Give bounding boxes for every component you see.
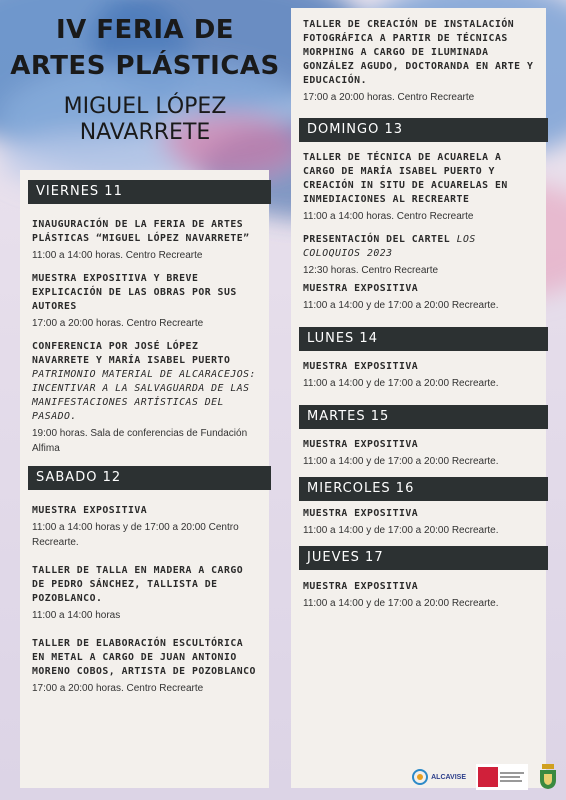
event-item	[303, 507, 534, 538]
event-title: MUESTRA EXPOSITIVA	[303, 508, 419, 519]
event-time: 12:30 horas. Centro Recrearte	[303, 265, 439, 276]
event-item	[32, 504, 257, 550]
event-title-block	[303, 233, 534, 261]
event-title-line-2: ARTES PLÁSTICAS	[10, 51, 280, 81]
fundacion-logo-lettering	[500, 770, 524, 784]
event-title-block	[32, 340, 257, 424]
event-item	[303, 580, 534, 611]
municipal-crest-icon	[538, 764, 558, 790]
event-title: INAUGURACIÓN DE LA FERIA DE ARTES PLÁSTICAS “MIGUEL LÓPEZ NAVARRETE”	[32, 219, 250, 244]
day-header-miercoles: MIERCOLES 16	[299, 477, 548, 501]
day-header-lunes: LUNES 14	[299, 327, 548, 351]
event-item	[303, 438, 534, 469]
event-time: 11:00 a 14:00 y de 17:00 a 20:00 Recrearte.	[303, 525, 499, 536]
day-header-domingo: DOMINGO 13	[299, 118, 548, 142]
fundacion-logo	[476, 764, 528, 790]
event-item	[32, 637, 257, 696]
event-time: 11:00 a 14:00 y de 17:00 a 20:00 Recrearte.	[303, 456, 499, 467]
event-time: 11:00 a 14:00 horas. Centro Recrearte	[303, 211, 474, 222]
day-header-viernes: VIERNES 11	[28, 180, 271, 204]
event-title: TALLER DE CREACIÓN DE INSTALACIÓN FOTOGRÁFICA A PARTIR DE TÉCNICAS MORPHING A CARGO DE ILUMINADA GONZÁLEZ AGUDO, DOCTORANDA EN ARTE Y EDUCACIÓN.	[303, 19, 534, 86]
event-item	[32, 218, 257, 263]
event-item	[303, 282, 534, 313]
artist-name-line-2: NAVARRETE	[79, 120, 211, 145]
event-title: CONFERENCIA POR JOSÉ LÓPEZ NAVARRETE Y MARÍA ISABEL PUERTO	[32, 341, 231, 366]
day-header-sabado: SABADO 12	[28, 466, 271, 490]
alcavise-logo	[412, 769, 466, 785]
fundacion-logo-icon	[478, 767, 498, 787]
event-title: MUESTRA EXPOSITIVA	[303, 439, 419, 450]
alcavise-logo-text: ALCAVISE	[431, 773, 466, 781]
day-header-martes: MARTES 15	[299, 405, 548, 429]
event-item	[303, 360, 534, 391]
event-time: 11:00 a 14:00 horas y de 17:00 a 20:00 Centro Recrearte.	[32, 522, 239, 548]
left-schedule-panel	[20, 170, 269, 788]
day-header-jueves: JUEVES 17	[299, 546, 548, 570]
event-time: 17:00 a 20:00 horas. Centro Recrearte	[303, 92, 475, 103]
event-title-line-1: IV FERIA DE	[55, 15, 235, 45]
event-title: MUESTRA EXPOSITIVA	[303, 361, 419, 372]
event-time: 11:00 a 14:00 horas. Centro Recrearte	[32, 250, 203, 261]
event-title: MUESTRA EXPOSITIVA Y BREVE EXPLICACIÓN DE LAS OBRAS POR SUS AUTORES	[32, 273, 237, 312]
event-time: 11:00 a 14:00 y de 17:00 a 20:00 Recrearte.	[303, 598, 499, 609]
event-item	[32, 272, 257, 331]
header	[0, 0, 290, 175]
event-time: 11:00 a 14:00 horas	[32, 610, 121, 621]
event-item	[303, 233, 534, 278]
event-title: TALLER DE TÉCNICA DE ACUARELA A CARGO DE MARÍA ISABEL PUERTO Y CREACIÓN IN SITU DE ACUARELAS EN INMEDIACIONES AL RECREARTE	[303, 152, 508, 205]
event-title: PRESENTACIÓN DEL CARTEL	[303, 234, 451, 245]
event-time: 17:00 a 20:00 horas. Centro Recrearte	[32, 683, 204, 694]
event-time: 17:00 a 20:00 horas. Centro Recrearte	[32, 318, 204, 329]
event-title: TALLER DE TALLA EN MADERA A CARGO DE PEDRO SÁNCHEZ, TALLISTA DE POZOBLANCO.	[32, 565, 244, 604]
event-time: 11:00 a 14:00 y de 17:00 a 20:00 Recrearte.	[303, 378, 499, 389]
right-schedule-panel	[291, 8, 546, 788]
event-item	[32, 340, 257, 456]
sponsor-logos	[412, 760, 558, 794]
event-item	[32, 564, 257, 623]
event-title: MUESTRA EXPOSITIVA	[303, 581, 419, 592]
event-title: MUESTRA EXPOSITIVA	[303, 283, 419, 294]
event-subtitle-italic: PATRIMONIO MATERIAL DE ALCARACEJOS: INCENTIVAR A LA SALVAGUARDA DE LAS MANIFESTACIONES ARTÍSTICAS DEL PASADO.	[32, 369, 256, 422]
event-item	[303, 151, 534, 224]
event-title: MUESTRA EXPOSITIVA	[32, 505, 148, 516]
alcavise-logo-icon	[412, 769, 428, 785]
event-subtitle-italic: LOS COLOQUIOS 2023	[303, 234, 476, 259]
municipal-crest	[538, 764, 558, 790]
event-title: TALLER DE ELABORACIÓN ESCULTÓRICA EN METAL A CARGO DE JUAN ANTONIO MORENO COBOS, ARTISTA DE POZOBLANCO	[32, 638, 256, 677]
artist-name-line-1: MIGUEL LÓPEZ	[63, 94, 227, 119]
event-time: 11:00 a 14:00 y de 17:00 a 20:00 Recrearte.	[303, 300, 499, 311]
event-item	[303, 18, 534, 105]
event-time: 19:00 horas. Sala de conferencias de Fundación Alfima	[32, 428, 248, 454]
